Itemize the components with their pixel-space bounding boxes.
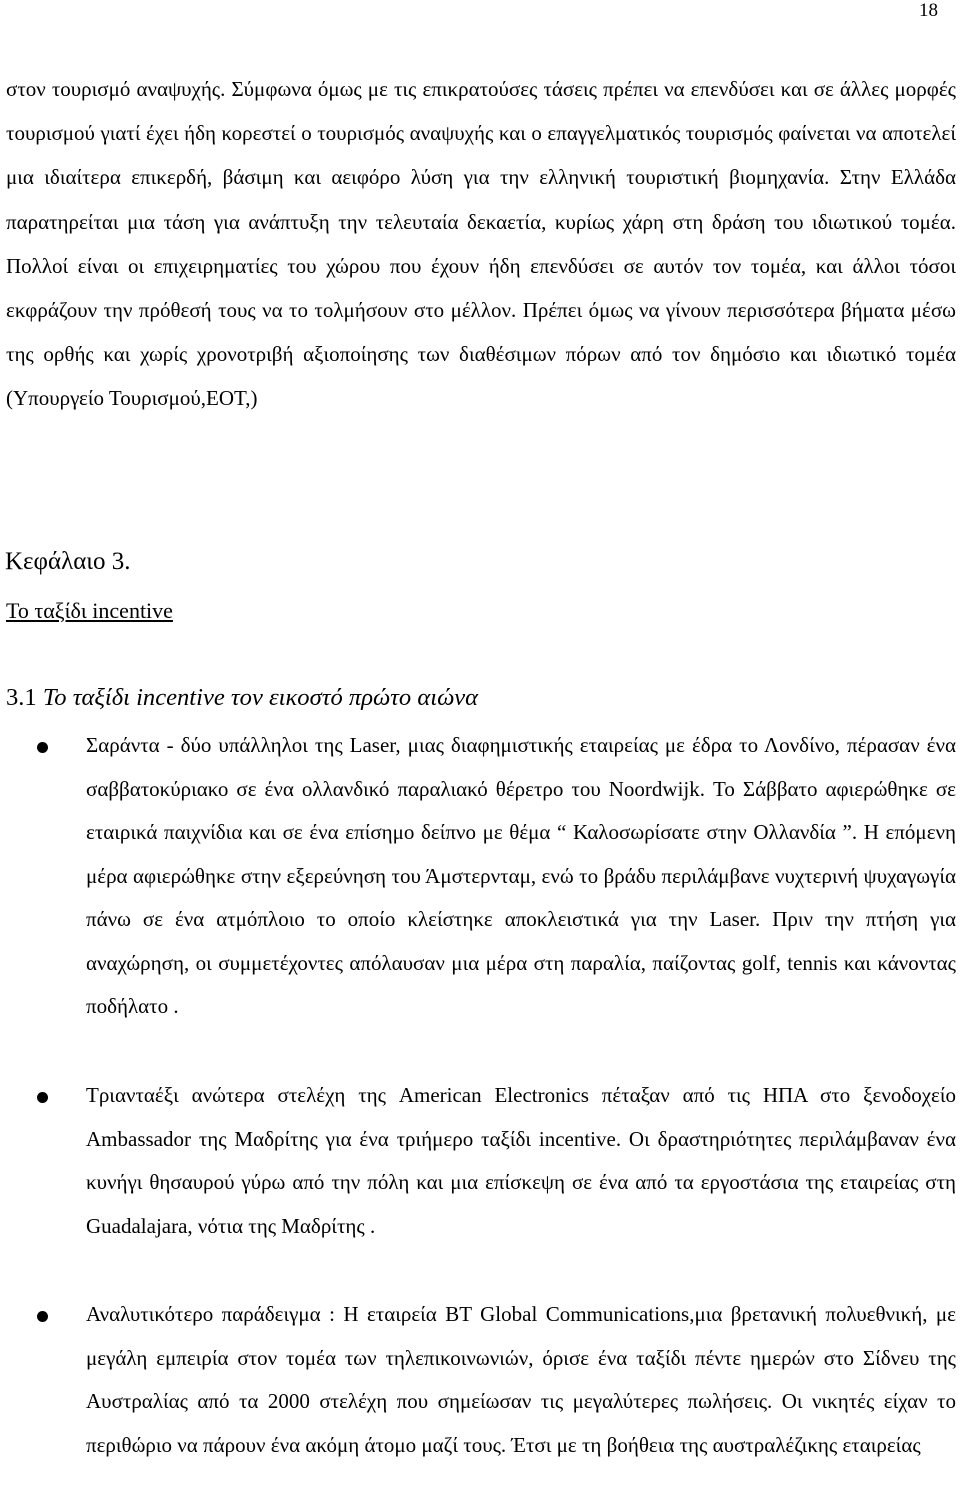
bullet-dot: [37, 1311, 48, 1322]
bullet-dot: [37, 742, 48, 753]
section-heading: [6, 683, 478, 713]
intro-paragraph: στον τουρισμό αναψυχής. Σύμφωνα όμως με τις επικρατούσες τάσεις πρέπει να επενδύσει και σε άλλες μορφές τουρισμού γιατί έχει ήδη κορεστεί ο τουρισμός αναψυχής και ο επαγγελματικός τουρισμός φαίνεται να αποτελεί μια ιδιαίτερα επικερδή, βάσιμη και αειφόρο λύση για την ελληνική τουριστική βιομηχανία. Στην Ελλάδα παρατηρείται μια τάση για ανάπτυξη την τελευταία δεκαετία, κυρίως χάρη στη δράση του ιδιωτικού τομέα. Πολλοί είναι οι επιχειρηματίες του χώρου που έχουν ήδη επενδύσει σε αυτόν τον τομέα, και άλλοι τόσοι εκφράζουν την πρόθεσή τους να το τολμήσουν στο μέλλον. Πρέπει όμως να γίνουν περισσότερα βήματα μέσω της ορθής και χωρίς χρονοτριβή αξιοποίησης των διαθέσιμων πόρων από τον δημόσιο και ιδιωτικό τομέα (Υπουργείο Τουρισμού,ΕΟΤ,): [6, 77, 956, 411]
section-title: Το ταξίδι incentive τον εικοστό πρώτο αιώνα: [42, 684, 478, 711]
page-number: 18: [919, 0, 938, 21]
bullet-item-american-electronics: Τριανταέξι ανώτερα στελέχη της American Electronics πέταξαν από τις ΗΠΑ στο ξενοδοχείο Ambassador της Μαδρίτης για ένα τριήμερο ταξίδι incentive. Οι δραστηριότητες περιλάμβαναν ένα κυνήγι θησαυρού γύρω από την πόλη και μια επίσκεψη σε ένα από τα εργοστάσια της εταιρείας στη Guadalajara, νότια της Μαδρίτης .: [86, 1083, 956, 1238]
chapter-subtitle: Το ταξίδι incentive: [6, 598, 173, 623]
section-number: 3.1: [6, 684, 37, 711]
bullet-item-laser: Σαράντα - δύο υπάλληλοι της Laser, μιας διαφημιστικής εταιρείας με έδρα το Λονδίνο, πέρασαν ένα σαββατοκύριακο σε ένα ολλανδικό παραλιακό θέρετρο του Noordwijk. Το Σάββατο αφιερώθηκε σε εταιρικά παιχνίδια και σε ένα επίσημο δείπνο με θέμα “ Καλοσωρίσατε στην Ολλανδία ”. Η επόμενη μέρα αφιερώθηκε στην εξερεύνηση του Άμστερνταμ, ενώ το βράδυ περιλάμβανε νυχτερινή ψυχαγωγία πάνω σε ένα ατμόπλοιο το οποίο κλείστηκε αποκλειστικά για την Laser. Πριν την πτήση για αναχώρηση, οι συμμετέχοντες απόλαυσαν μια μέρα στη παραλία, παίζοντας golf, tennis και κάνοντας ποδήλατο .: [86, 733, 956, 1018]
chapter-heading: Κεφάλαιο 3.: [5, 548, 131, 575]
bullet-item-bt-global: Αναλυτικότερο παράδειγμα : Η εταιρεία BT Global Communications,μια βρετανική πολυεθνική, με μεγάλη εμπειρία στον τομέα των τηλεπικοινωνιών, όρισε ένα ταξίδι πέντε ημερών στο Σίδνευ της Αυστραλίας από τα 2000 στελέχη που σημείωσαν τις μεγαλύτερες πωλήσεις. Οι νικητές είχαν το περιθώριο να πάρουν ένα ακόμη άτομο μαζί τους. Έτσι με τη βοήθεια της αυστραλέζικης εταιρείας: [86, 1302, 956, 1457]
bullet-dot: [37, 1092, 48, 1103]
